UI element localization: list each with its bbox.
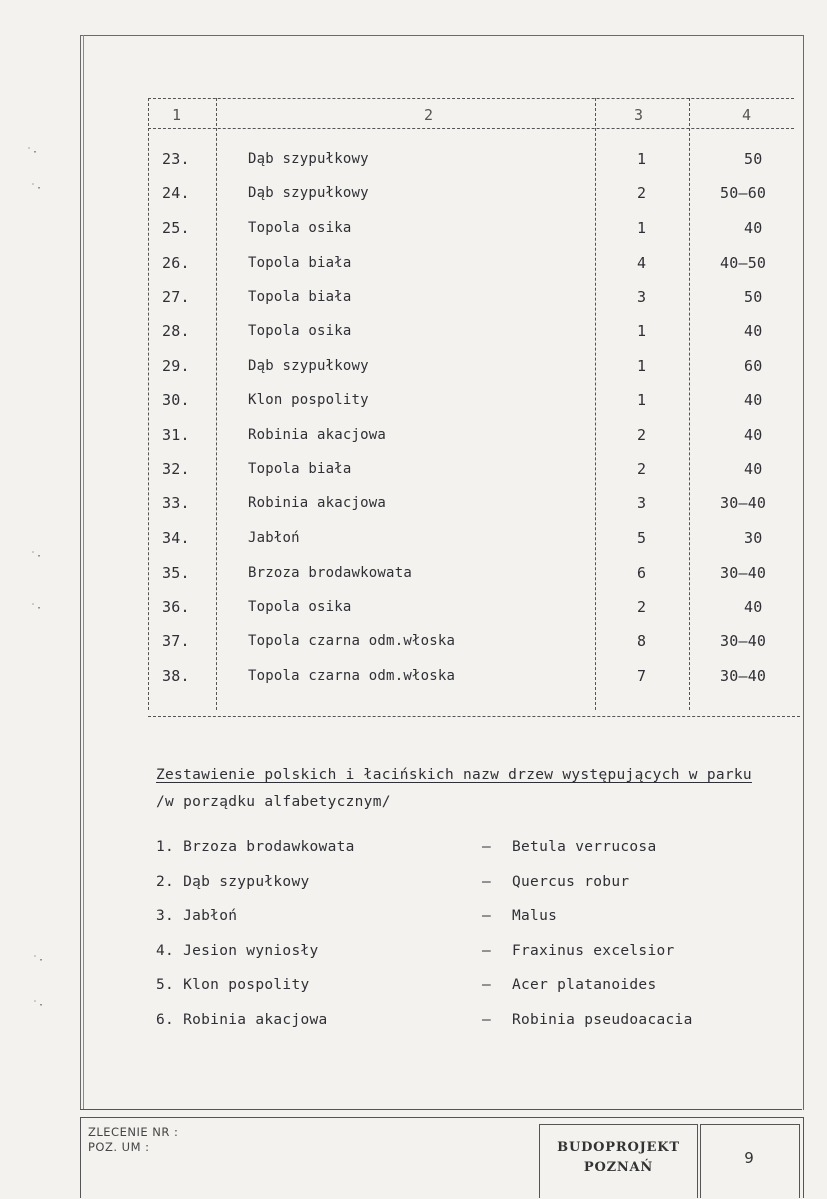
tree-name: Dąb szypułkowy <box>248 151 369 167</box>
tree-count: 1 <box>637 357 647 375</box>
col-header-4: 4 <box>742 106 752 124</box>
frame-inner-line <box>83 35 84 1109</box>
tree-name: Dąb szypułkowy <box>248 185 369 201</box>
legend-polish-name: 6. Robinia akacjowa <box>156 1012 328 1028</box>
scan-speck: ˙· <box>32 1000 45 1011</box>
row-number: 33. <box>162 494 190 512</box>
row-number: 27. <box>162 288 190 306</box>
legend-polish-name: 1. Brzoza brodawkowata <box>156 839 355 855</box>
row-number: 32. <box>162 460 190 478</box>
tree-name: Topola biała <box>248 461 352 477</box>
legend-title <box>156 762 768 816</box>
tree-count: 1 <box>637 150 647 168</box>
tree-name: Topola biała <box>248 289 352 305</box>
row-number: 37. <box>162 632 190 650</box>
legend-dash: – <box>482 839 492 855</box>
scan-speck: ˙· <box>30 603 43 614</box>
tree-count: 5 <box>637 529 647 547</box>
row-number: 34. <box>162 529 190 547</box>
col-header-3: 3 <box>634 106 644 124</box>
tree-name: Topola czarna odm.włoska <box>248 668 456 684</box>
tree-name: Robinia akacjowa <box>248 495 387 511</box>
company-name: BUDOPROJEKT <box>557 1140 680 1155</box>
tree-name: Brzoza brodawkowata <box>248 565 412 581</box>
legend-dash: – <box>482 908 492 924</box>
legend-dash: – <box>482 977 492 993</box>
tree-age: 40 <box>744 391 763 409</box>
legend-polish-name: 5. Klon pospolity <box>156 977 310 993</box>
table-bottom-rule <box>148 716 800 717</box>
tree-count: 2 <box>637 426 647 444</box>
tree-age: 30–40 <box>720 564 767 582</box>
col-header-1: 1 <box>172 106 182 124</box>
tree-count: 3 <box>637 288 647 306</box>
row-number: 35. <box>162 564 190 582</box>
legend-title-note: /w porządku alfabetycznym/ <box>156 794 391 810</box>
tree-name: Topola osika <box>248 220 352 236</box>
tree-age: 30–40 <box>720 632 767 650</box>
scan-speck: ˙· <box>26 147 39 158</box>
tree-name: Jabłoń <box>248 530 300 546</box>
tree-count: 4 <box>637 254 647 272</box>
table-header-rule <box>148 128 794 129</box>
scan-speck: ˙· <box>30 183 43 194</box>
legend-latin-name: Malus <box>512 908 558 924</box>
tree-count: 2 <box>637 184 647 202</box>
tree-name: Topola biała <box>248 255 352 271</box>
footer-rule <box>80 1109 802 1110</box>
tree-count: 1 <box>637 219 647 237</box>
col-sep-2 <box>595 98 596 710</box>
row-number: 30. <box>162 391 190 409</box>
row-number: 31. <box>162 426 190 444</box>
tree-age: 40 <box>744 460 763 478</box>
legend-latin-name: Acer platanoides <box>512 977 657 993</box>
tree-age: 30–40 <box>720 667 767 685</box>
tree-name: Topola osika <box>248 599 352 615</box>
tree-count: 3 <box>637 494 647 512</box>
row-number: 23. <box>162 150 190 168</box>
legend-title-underlined: Zestawienie polskich i łacińskich nazw drzew występujących w parku <box>156 767 752 783</box>
row-number: 28. <box>162 322 190 340</box>
company-stamp <box>541 1126 696 1190</box>
legend-polish-name: 2. Dąb szypułkowy <box>156 874 310 890</box>
scan-speck: ˙· <box>30 551 43 562</box>
tree-age: 30 <box>744 529 763 547</box>
tree-age: 40 <box>744 426 763 444</box>
tree-count: 6 <box>637 564 647 582</box>
tree-age: 30–40 <box>720 494 767 512</box>
table-top-rule <box>148 98 794 99</box>
legend-polish-name: 4. Jesion wyniosły <box>156 943 319 959</box>
tree-age: 50–60 <box>720 184 767 202</box>
tree-name: Topola czarna odm.włoska <box>248 633 456 649</box>
tree-count: 1 <box>637 391 647 409</box>
tree-age: 50 <box>744 150 763 168</box>
tree-age: 40 <box>744 322 763 340</box>
tree-age: 40 <box>744 598 763 616</box>
col-sep-left <box>148 98 149 710</box>
row-number: 26. <box>162 254 190 272</box>
legend-dash: – <box>482 874 492 890</box>
row-number: 36. <box>162 598 190 616</box>
legend-dash: – <box>482 943 492 959</box>
order-number-label: ZLECENIE NR : <box>88 1125 179 1139</box>
tree-count: 7 <box>637 667 647 685</box>
tree-name: Klon pospolity <box>248 392 369 408</box>
tree-age: 40 <box>744 219 763 237</box>
row-number: 38. <box>162 667 190 685</box>
tree-name: Dąb szypułkowy <box>248 358 369 374</box>
legend-latin-name: Quercus robur <box>512 874 630 890</box>
tree-count: 2 <box>637 598 647 616</box>
position-label: POZ. UM : <box>88 1140 150 1154</box>
footer-order-info <box>88 1125 178 1155</box>
legend-polish-name: 3. Jabłoń <box>156 908 238 924</box>
tree-count: 1 <box>637 322 647 340</box>
tree-age: 50 <box>744 288 763 306</box>
legend-dash: – <box>482 1012 492 1028</box>
row-number: 24. <box>162 184 190 202</box>
col-sep-1 <box>216 98 217 710</box>
row-number: 29. <box>162 357 190 375</box>
company-city: POZNAŃ <box>583 1160 654 1175</box>
tree-age: 40–50 <box>720 254 767 272</box>
tree-count: 8 <box>637 632 647 650</box>
tree-age: 60 <box>744 357 763 375</box>
page-number: 9 <box>744 1149 754 1167</box>
row-number: 25. <box>162 219 190 237</box>
scan-speck: ˙· <box>32 955 45 966</box>
legend-latin-name: Betula verrucosa <box>512 839 657 855</box>
tree-name: Robinia akacjowa <box>248 427 387 443</box>
legend-latin-name: Fraxinus excelsior <box>512 943 675 959</box>
legend-latin-name: Robinia pseudoacacia <box>512 1012 693 1028</box>
tree-count: 2 <box>637 460 647 478</box>
tree-name: Topola osika <box>248 323 352 339</box>
col-sep-3 <box>689 98 690 710</box>
col-header-2: 2 <box>424 106 434 124</box>
